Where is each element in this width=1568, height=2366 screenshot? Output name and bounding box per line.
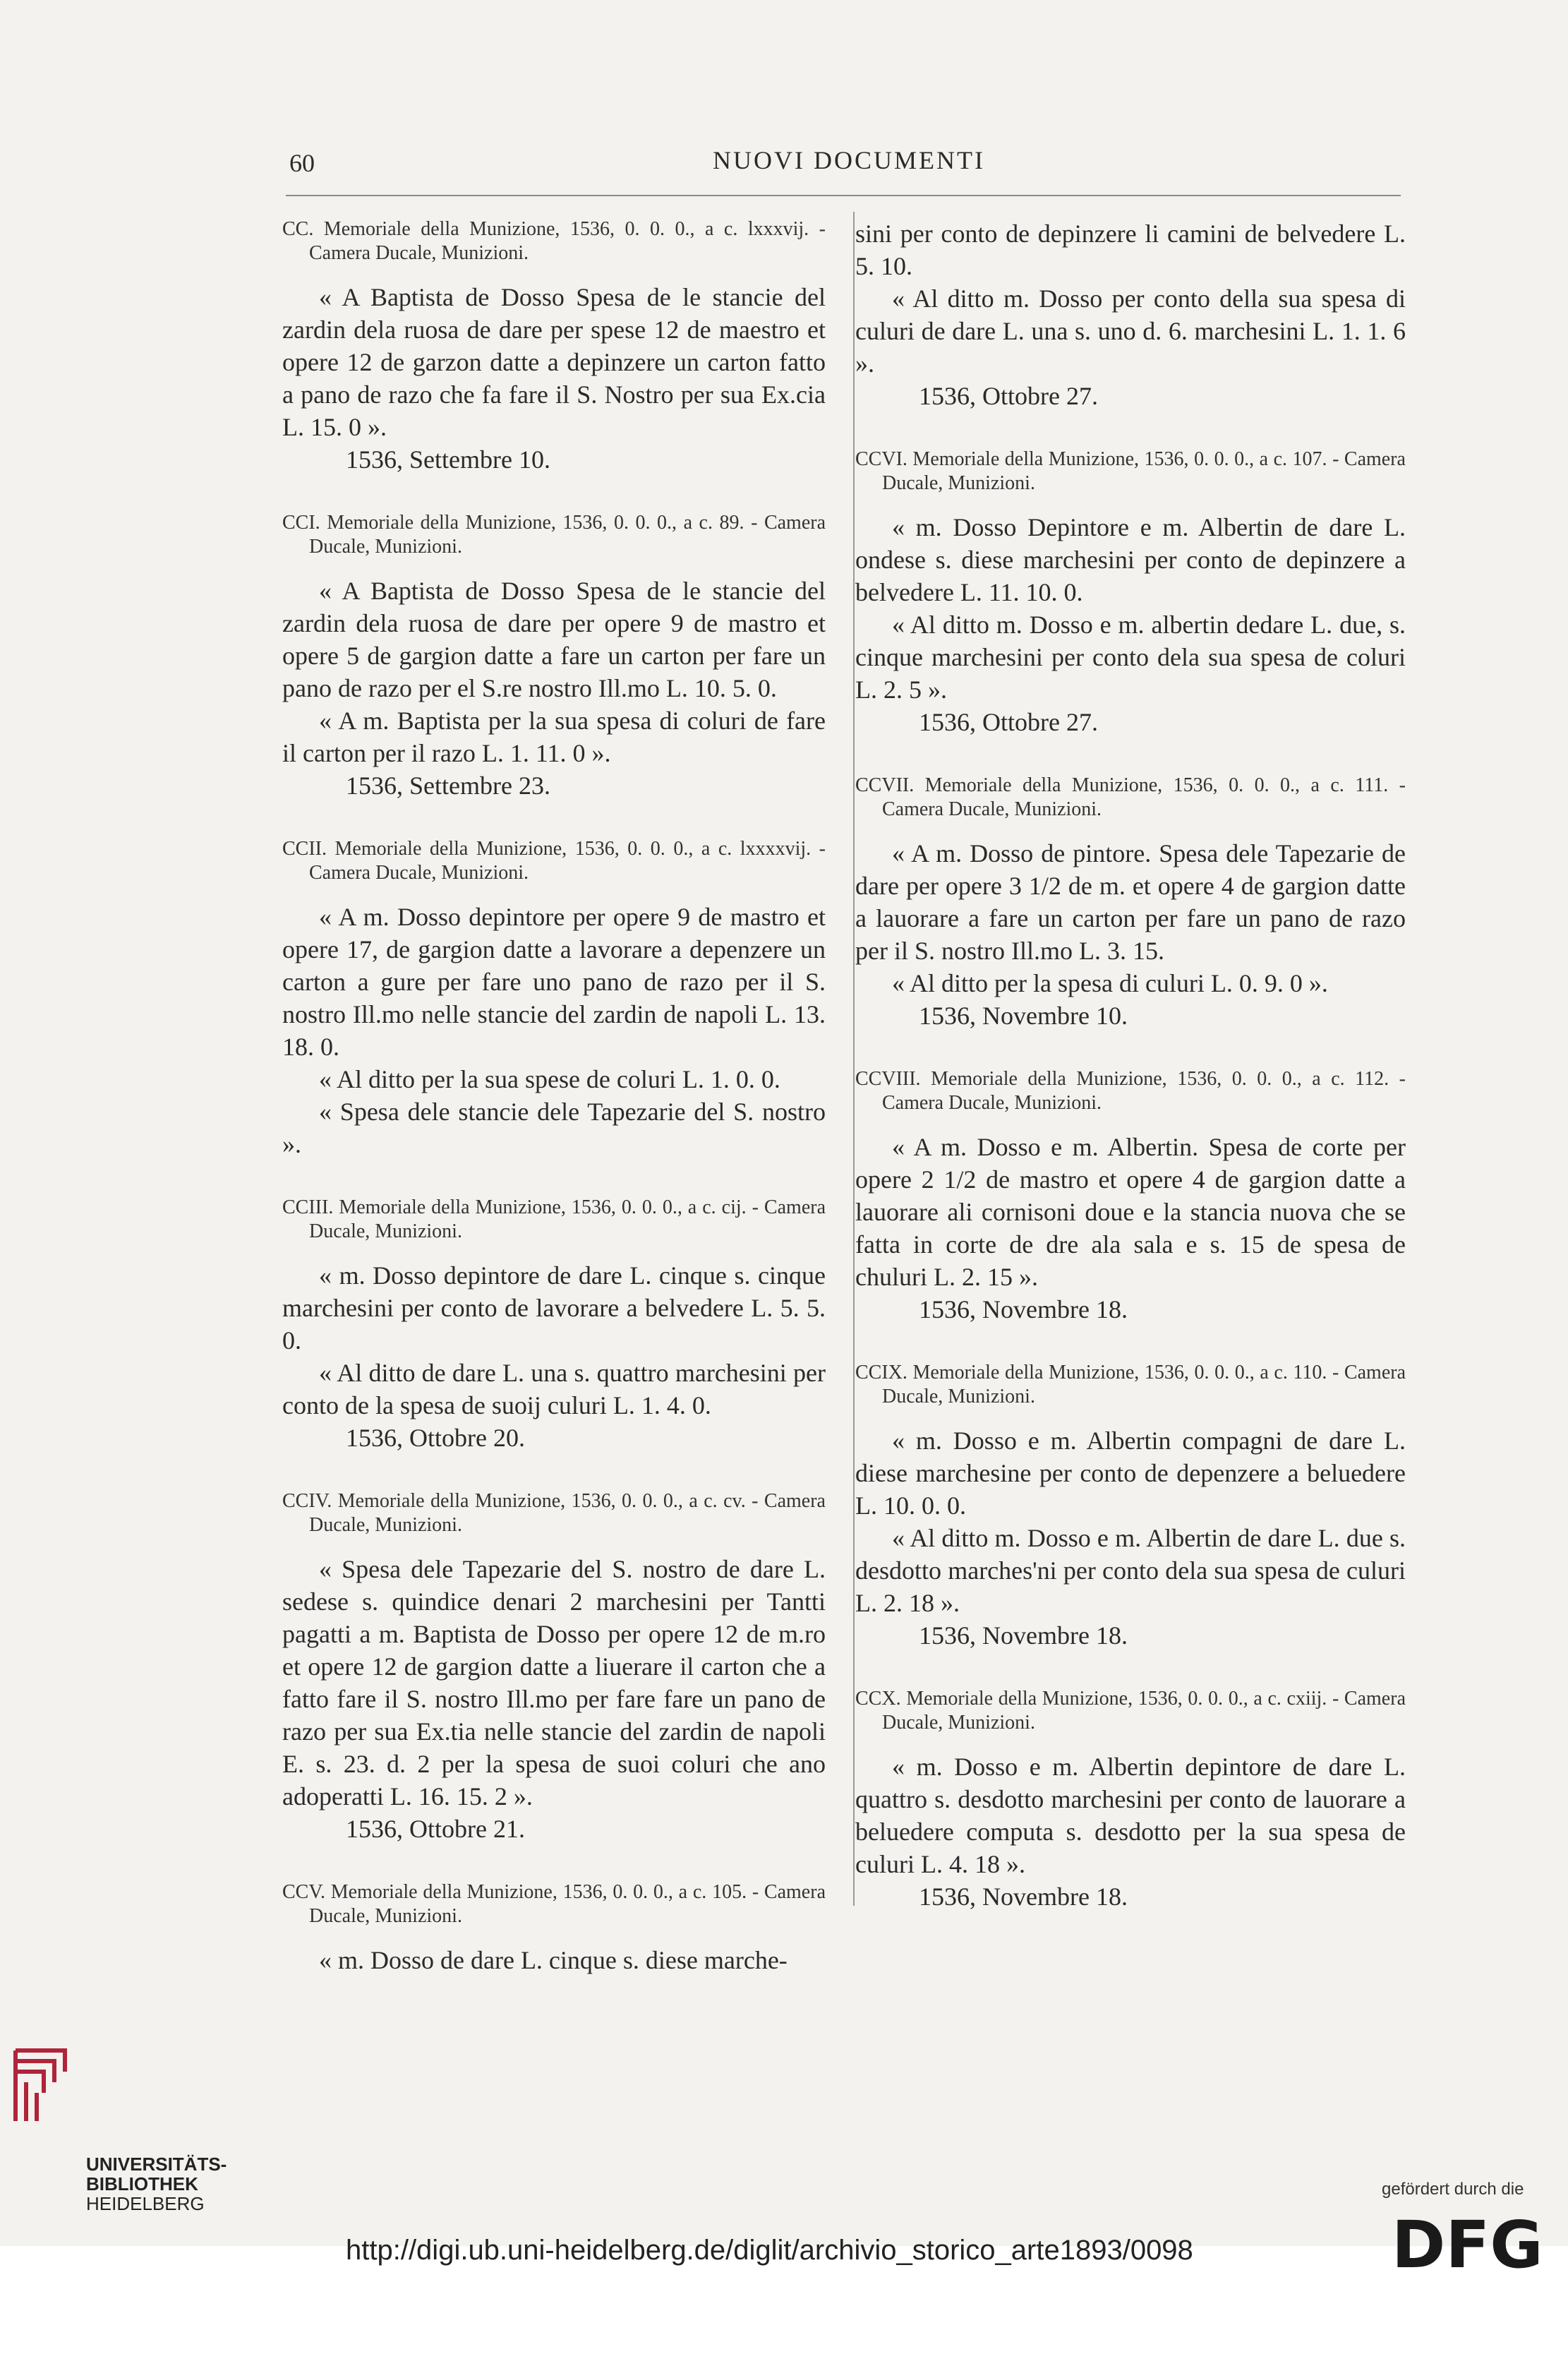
right-column [855, 217, 1406, 1948]
entry-paragraph: « m. Dosso e m. Albertin depintore de dare L. quattro s. desdotto marchesini per conto de lauorare a beluedere computa s. desdotto per la sua spesa de culuri L. 4. 18 ». [855, 1753, 1406, 1878]
entry-paragraph: « A m. Dosso e m. Albertin. Spesa de corte per opere 2 1/2 de mastro et opere 4 de gargion datte a lauorare ali cornisoni doue e la stancia nuova che se fatta in corte de dre ala sala e s. 15 de spesa de chuluri L. 2. 15 ». [855, 1133, 1406, 1291]
document-entry [282, 1196, 826, 1454]
entry-paragraph: « Al ditto per la sua spese de coluri L. 1. 0. 0. [319, 1065, 780, 1093]
entry-paragraph: sini per conto de depinzere li camini de belvedere L. 5. 10. [855, 220, 1406, 280]
funding-note: gefördert durch die [1382, 2180, 1524, 2199]
entry-source-heading: CCV. Memoriale della Munizione, 1536, 0. 0. 0., a c. 105. - Camera Ducale, Munizioni. [282, 1881, 826, 1927]
document-entry [282, 837, 826, 1160]
entry-paragraph: « Al ditto m. Dosso per conto della sua spesa di culuri de dare L. una s. uno d. 6. marchesini L. 1. 1. 6 ». [855, 284, 1406, 378]
entry-source-heading: CCVI. Memoriale della Munizione, 1536, 0. 0. 0., a c. 107. - Camera Ducale, Munizioni. [855, 448, 1406, 494]
entry-source-heading: CCII. Memoriale della Munizione, 1536, 0. 0. 0., a c. lxxxxvij. - Camera Ducale, Munizioni. [282, 838, 826, 884]
document-entry [282, 217, 826, 476]
entry-date: 1536, Novembre 18. [919, 1295, 1128, 1323]
entry-source-heading: CCX. Memoriale della Munizione, 1536, 0. 0. 0., a c. cxiij. - Camera Ducale, Munizioni. [855, 1688, 1406, 1734]
entry-paragraph: « A m. Dosso depintore per opere 9 de mastro et opere 17, de gargion datte a lavorare a depenzere un carton a gure per fare uno pano de razo per il S. nostro Ill.mo nelle stancie del zardin de napoli L. 13. 18. 0. [282, 903, 826, 1061]
page-number: 60 [289, 149, 315, 177]
entry-paragraph: « A m. Dosso de pintore. Spesa dele Tapezarie de dare per opere 3 1/2 de m. et opere 4 de gargion datte a lauorare a fare un carton per fare un pano de razo per il S. nostro Ill.mo L. 3. 15. [855, 839, 1406, 965]
permalink[interactable]: http://digi.ub.uni-heidelberg.de/diglit/archivio_storico_arte1893/0098 [346, 2235, 1193, 2266]
document-entry [855, 217, 1406, 412]
university-library-logo [8, 2043, 72, 2128]
entry-date: 1536, Ottobre 27. [919, 708, 1098, 736]
library-name [86, 2154, 227, 2214]
entry-paragraph: « Al ditto m. Dosso e m. albertin dedare L. due, s. cinque marchesini per conto dela sua spesa de coluri L. 2. 5 ». [855, 611, 1406, 704]
library-name-line3: HEIDELBERG [86, 2193, 205, 2214]
entry-date: 1536, Novembre 10. [919, 1002, 1128, 1030]
entry-paragraph: « Al ditto per la spesa di culuri L. 0. 9. 0 ». [892, 969, 1328, 997]
document-entry [282, 511, 826, 802]
entry-paragraph: « Spesa dele Tapezarie del S. nostro de dare L. sedese s. quindice denari 2 marchesini per Tantti pagatti a m. Baptista de Dosso per opere 12 de m.ro et opere 12 de gargion datte a liuerare il carton che a fatto fare il S. nostro Ill.mo per fare fare un pano de razo per sua Ex.tia nelle stancie del zardin de napoli E. s. 23. d. 2 per la spesa de suoi coluri che ano adoperatti L. 16. 15. 2 ». [282, 1555, 826, 1810]
entry-date: 1536, Ottobre 27. [919, 382, 1098, 410]
entry-source-heading: CCVIII. Memoriale della Munizione, 1536, 0. 0. 0., a c. 112. - Camera Ducale, Munizioni. [855, 1068, 1406, 1114]
entry-source-heading: CCVII. Memoriale della Munizione, 1536, 0. 0. 0., a c. 111. - Camera Ducale, Munizioni. [855, 774, 1406, 820]
entry-paragraph: « m. Dosso e m. Albertin compagni de dare L. diese marchesine per conto de depenzere a beluedere L. 10. 0. 0. [855, 1427, 1406, 1520]
entry-date: 1536, Novembre 18. [919, 1621, 1128, 1650]
document-entry [855, 1361, 1406, 1652]
document-entry [282, 1880, 826, 1976]
entry-paragraph: « Spesa dele stancie dele Tapezarie del S. nostro ». [282, 1098, 826, 1158]
entry-paragraph: « m. Dosso Depintore e m. Albertin de dare L. ondese s. diese marchesini per conto de depinzere a belvedere L. 11. 10. 0. [855, 513, 1406, 606]
entry-source-heading: CC. Memoriale della Munizione, 1536, 0. 0. 0., a c. lxxxvij. - Camera Ducale, Munizioni. [282, 218, 826, 264]
running-head: NUOVI DOCUMENTI [713, 146, 985, 174]
entry-paragraph: « A Baptista de Dosso Spesa de le stancie del zardin dela ruosa de dare per spese 12 de maestro et opere 12 de garzon datte a depinzere un carton fatto a pano de razo che fa fare il S. Nostro per sua Ex.cia L. 15. 0 ». [282, 283, 826, 441]
dfg-logo [1392, 2209, 1543, 2274]
entry-paragraph: « A Baptista de Dosso Spesa de le stancie del zardin dela ruosa de dare per opere 9 de mastro et opere 5 de gargion datte a fare un carton per fare un pano de razo per el S.re nostro Ill.mo L. 10. 5. 0. [282, 577, 826, 702]
library-name-line2: BIBLIOTHEK [86, 2173, 198, 2194]
entry-paragraph: « m. Dosso de dare L. cinque s. diese marche- [319, 1946, 788, 1974]
entry-source-heading: CCIV. Memoriale della Munizione, 1536, 0. 0. 0., a c. cv. - Camera Ducale, Munizioni. [282, 1490, 826, 1536]
document-entry [282, 1489, 826, 1845]
header-rule [286, 195, 1401, 196]
document-entry [855, 448, 1406, 738]
entry-source-heading: CCI. Memoriale della Munizione, 1536, 0. 0. 0., a c. 89. - Camera Ducale, Munizioni. [282, 512, 826, 558]
library-name-line1: UNIVERSITÄTS- [86, 2154, 227, 2175]
entry-date: 1536, Novembre 18. [919, 1882, 1128, 1911]
entry-source-heading: CCIII. Memoriale della Munizione, 1536, 0. 0. 0., a c. cij. - Camera Ducale, Munizioni. [282, 1196, 826, 1242]
entry-date: 1536, Ottobre 20. [346, 1424, 525, 1452]
left-column [282, 217, 826, 2012]
entry-paragraph: « Al ditto m. Dosso e m. Albertin de dare L. due s. desdotto marches'ni per conto dela sua spesa de culuri L. 2. 18 ». [855, 1524, 1406, 1617]
document-entry [855, 774, 1406, 1032]
entry-source-heading: CCIX. Memoriale della Munizione, 1536, 0. 0. 0., a c. 110. - Camera Ducale, Munizioni. [855, 1362, 1406, 1407]
entry-date: 1536, Settembre 23. [346, 771, 550, 800]
document-entry [855, 1067, 1406, 1326]
entry-paragraph: « Al ditto de dare L. una s. quattro marchesini per conto de la spesa de suoij culuri L. 1. 4. 0. [282, 1359, 826, 1419]
entry-date: 1536, Ottobre 21. [346, 1815, 525, 1843]
dfg-logo-text: DFG [1392, 2209, 1543, 2274]
entry-date: 1536, Settembre 10. [346, 445, 550, 474]
document-entry [855, 1687, 1406, 1913]
entry-paragraph: « m. Dosso depintore de dare L. cinque s. cinque marchesini per conto de lavorare a belvedere L. 5. 5. 0. [282, 1261, 826, 1355]
entry-paragraph: « A m. Baptista per la sua spesa di coluri de fare il carton per il razo L. 1. 11. 0 ». [282, 707, 826, 767]
column-divider [853, 212, 855, 1906]
